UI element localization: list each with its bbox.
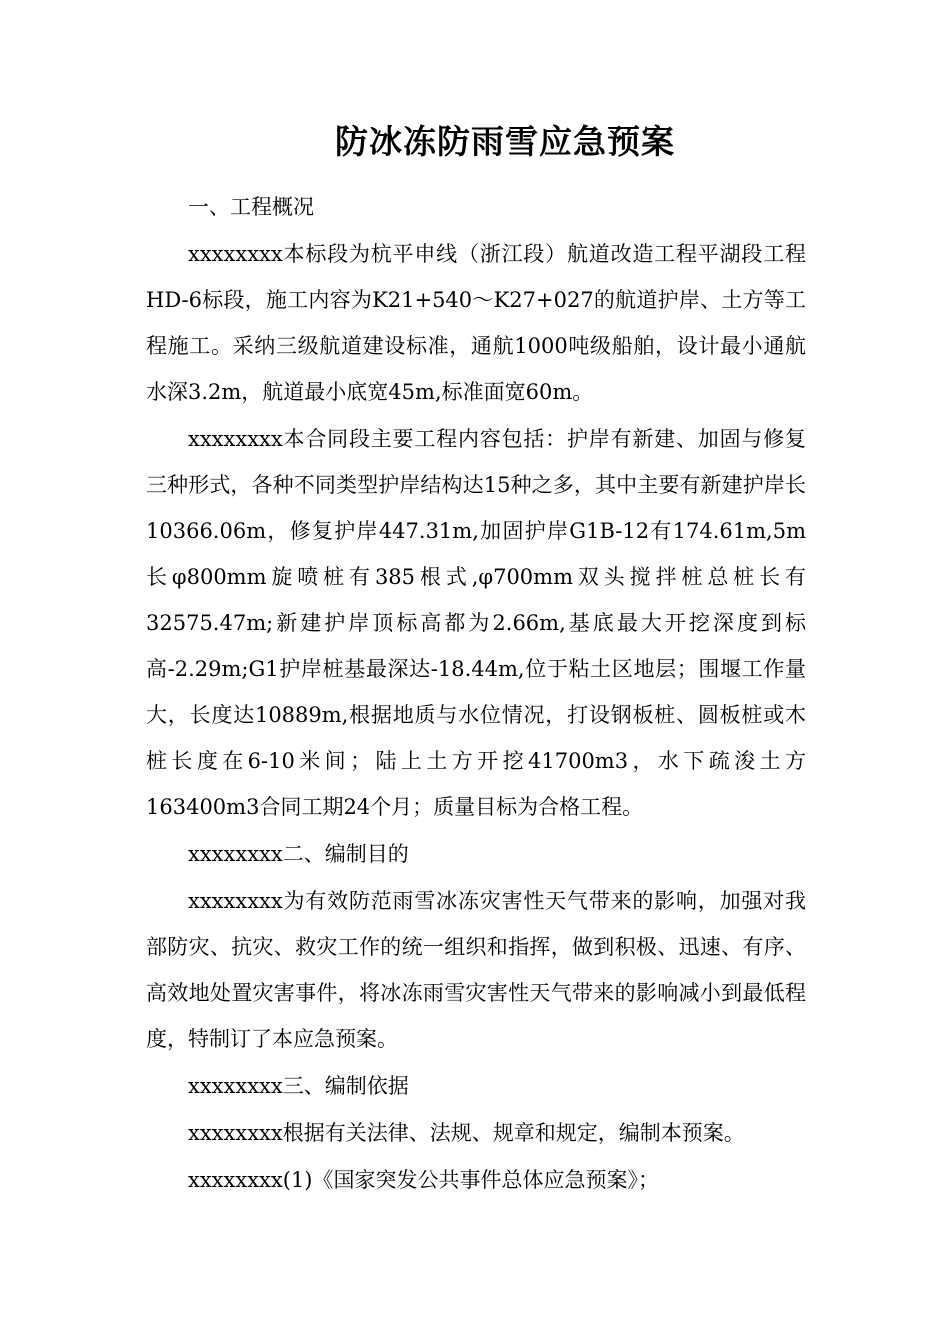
document-body [146, 184, 806, 1204]
section-heading-overview: 一、工程概况 [188, 195, 314, 219]
paragraph-project-scope: xxxxxxxx本标段为杭平申线（浙江段）航道改造工程平湖段工程HD-6标段，施工内容为K21+540～K27+027的航道护岸、土方等工程施工。采纳三级航道建设标准，通航1000吨级船舶，设计最小通航水深3.2m，航道最小底宽45m,标准面宽60m。 [146, 242, 806, 404]
document-title: 防冰冻防雨雪应急预案 [335, 122, 675, 161]
paragraph-basis-item-1: xxxxxxxx(1)《国家突发公共事件总体应急预案》； [188, 1168, 659, 1192]
section-heading-basis: xxxxxxxx三、编制依据 [188, 1074, 409, 1098]
paragraph-contract-content: xxxxxxxx本合同段主要工程内容包括：护岸有新建、加固与修复三种形式，各种不同类型护岸结构达15种之多，其中主要有新建护岸长10366.06m，修复护岸447.31m,加固护岸G1B-12有174.61m,5m长φ800mm旋喷桩有385根式,φ700mm双头搅拌桩总桩长有32575.47m;新建护岸顶标高都为2.66m,基底最大开挖深度到标高-2.29m;G1护岸桩基最深达-18.44m,位于粘土区地层；围堰工作量大，长度达10889m,根据地质与水位情况，打设钢板桩、圆板桩或木桩长度在6-10米间；陆上土方开挖41700m3，水下疏浚土方163400m3合同工期24个月；质量目标为合格工程。 [146, 427, 806, 819]
paragraph-basis: xxxxxxxx根据有关法律、法规、规章和规定，编制本预案。 [188, 1121, 745, 1145]
paragraph-purpose: xxxxxxxx为有效防范雨雪冰冻灾害性天气带来的影响，加强对我部防灾、抗灾、救灾工作的统一组织和指挥，做到积极、迅速、有序、高效地处置灾害事件，将冰冻雨雪灾害性天气带来的影响减小到最低程度，特制订了本应急预案。 [146, 889, 806, 1051]
section-heading-purpose: xxxxxxxx二、编制目的 [188, 842, 409, 866]
